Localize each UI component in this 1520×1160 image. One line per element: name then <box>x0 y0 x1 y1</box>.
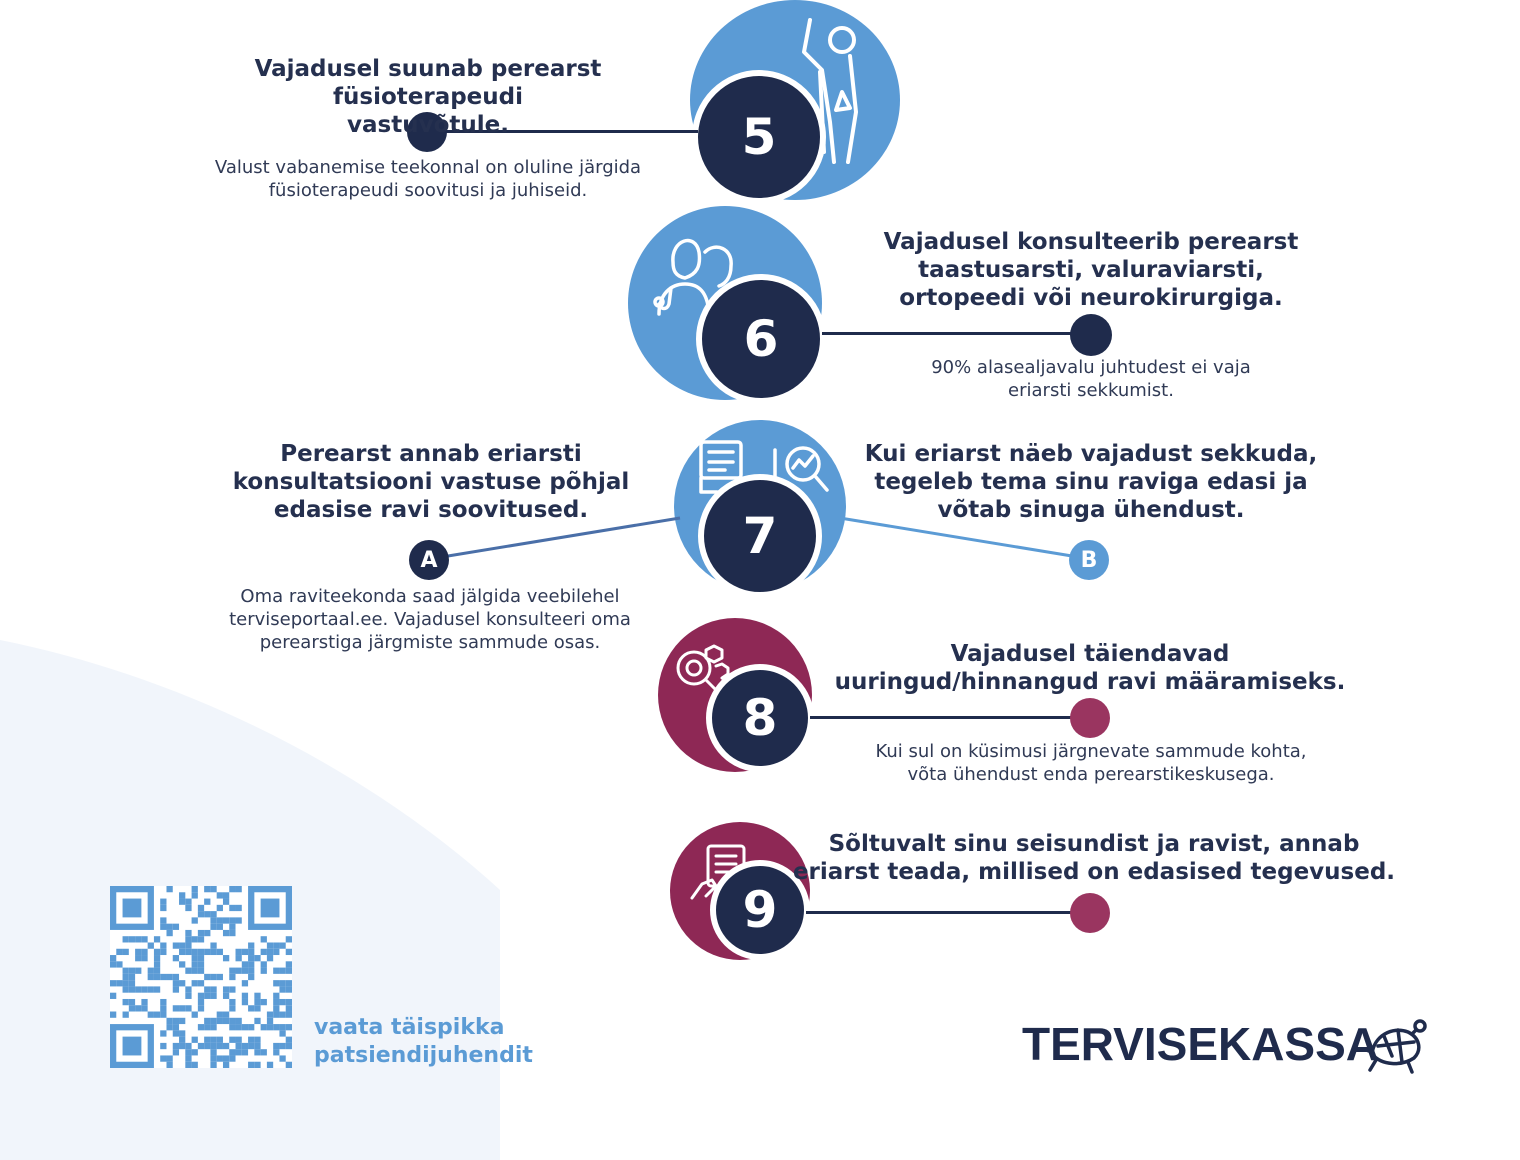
qr-label-line1: vaata täispikka <box>314 1015 505 1040</box>
step-9-dot <box>1070 893 1110 933</box>
step-7-number: 7 <box>698 474 822 598</box>
step-6-number: 6 <box>696 274 826 404</box>
step-6-title: Vajadusel konsulteerib perearst taastusarsti, valuraviarsti, ortopeedi või neurokirurgiga. <box>883 229 1299 311</box>
step-9-number: 9 <box>710 860 810 960</box>
tervisekassa-logo-text: TERVISEKASSA <box>1022 1018 1380 1070</box>
step-8-dot <box>1070 698 1110 738</box>
step-8-title: Vajadusel täiendavad uuringud/hinnangud ravi määramiseks. <box>834 641 1346 695</box>
step-5-description: Valust vabanemise teekonnal on oluline järgida füsioterapeudi soovitusi ja juhiseid. <box>214 157 642 201</box>
step-9-connector <box>806 911 1090 914</box>
step-7-badge-a: A <box>409 540 449 580</box>
step-7a-description: Oma raviteekonda saad jälgida veebilehel terviseportaal.ee. Vajadusel konsulteeri oma perearstiga järgmiste sammude osas. <box>229 586 631 653</box>
step-8-connector <box>810 716 1090 719</box>
step-7b-title: Kui eriarst näeb vajadust sekkuda, tegeleb tema sinu raviga edasi ja võtab sinuga ühendust. <box>864 441 1318 523</box>
step-7a-title: Perearst annab eriarsti konsultatsiooni vastuse põhjal edasise ravi soovitused. <box>232 441 630 523</box>
step-5-title: Vajadusel suunab perearst füsioterapeudi vastuvõtule. <box>254 56 602 138</box>
step-5-number: 5 <box>692 70 826 204</box>
step-8-number: 8 <box>706 664 814 772</box>
step-6-description: 90% alasealjavalu juhtudest ei vaja eriarsti sekkumist. <box>931 357 1251 401</box>
step-7-badge-b: B <box>1069 540 1109 580</box>
turtle-logo-icon <box>1362 1016 1428 1074</box>
qr-label-line2: patsiendijuhendit <box>314 1043 533 1068</box>
step-8-description: Kui sul on küsimusi järgnevate sammude kohta, võta ühendust enda perearstikeskusega. <box>875 741 1307 785</box>
qr-label <box>314 1014 533 1070</box>
qr-code[interactable] <box>110 886 292 1068</box>
step-9-title: Sõltuvalt sinu seisundist ja ravist, annab eriarst teada, millised on edasised tegevused. <box>792 831 1396 885</box>
